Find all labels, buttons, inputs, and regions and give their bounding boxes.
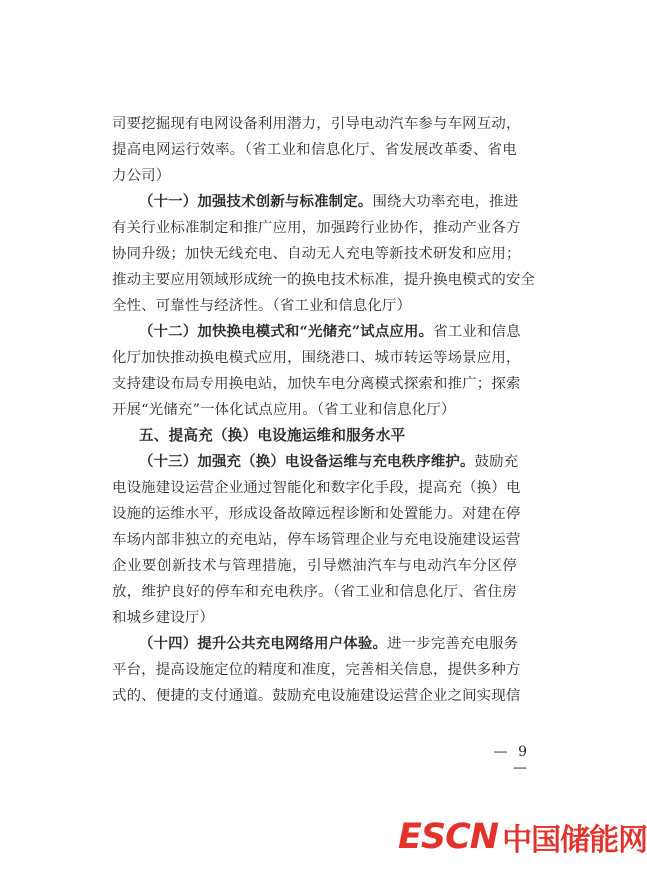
- text-line: 和城乡建设厅）: [112, 610, 215, 626]
- text-line: 协同升级；加快无线充电、自动无人充电等新技术研发和应用；: [112, 246, 521, 262]
- watermark-latin: ESCN: [398, 817, 499, 857]
- paragraph-first-line: [112, 449, 517, 475]
- text-span: 围绕大功率充电，推进: [372, 194, 519, 210]
- text-span: 省工业和信息: [433, 324, 521, 340]
- text-line: 力公司）: [112, 168, 171, 184]
- item-title-11: （十一）加强技术创新与标准制定。: [139, 193, 373, 210]
- item-title-12: （十二）加快换电模式和“光储充”试点应用。: [139, 323, 434, 340]
- text-line: 放，维护良好的停车和充电秩序。（省工业和信息化厅、省住房: [112, 584, 517, 600]
- text-line: 开展“光储充”一体化试点应用。（省工业和信息化厅）: [112, 402, 456, 418]
- text-line: 平台，提高设施定位的精度和准度，完善相关信息，提供多种方: [112, 662, 521, 678]
- text-line: 车场内部非独立的充电站，停车场管理企业与充电设施建设运营: [112, 532, 521, 548]
- paragraph-first-line: [112, 189, 517, 215]
- section-heading-text: 五、提高充（换）电设施运维和服务水平: [139, 427, 406, 444]
- text-span: 进一步完善充电服务: [387, 636, 519, 652]
- section-heading: [112, 423, 517, 449]
- page-number: — 9 —: [493, 744, 530, 776]
- text-line: 支持建设布局专用换电站，加快车电分离模式探索和推广；探索: [112, 376, 521, 392]
- item-title-13: （十三）加强充（换）电设备运维与充电秩序维护。: [139, 453, 475, 470]
- item-title-14: （十四）提升公共充电网络用户体验。: [139, 635, 388, 652]
- text-line: 式的、便捷的支付通道。鼓励充电设施建设运营企业之间实现信: [112, 688, 521, 704]
- paragraph-first-line: [112, 631, 517, 657]
- text-line: 有关行业标准制定和推广应用，加强跨行业协作，推动产业各方: [112, 220, 521, 236]
- text-line: 司要挖掘现有电网设备利用潜力，引导电动汽车参与车网互动，: [112, 116, 521, 132]
- text-line: 电设施建设运营企业通过智能化和数字化手段，提高充（换）电: [112, 480, 521, 496]
- watermark-chinese: 中国储能网: [502, 823, 647, 858]
- text-line: 企业要创新技术与管理措施，引导燃油汽车与电动汽车分区停: [112, 558, 517, 574]
- document-body: [112, 111, 536, 709]
- paragraph-first-line: [112, 319, 521, 345]
- text-span: 鼓励充: [474, 454, 519, 470]
- text-line: 推动主要应用领域形成统一的换电技术标准，提升换电模式的安全: [112, 272, 536, 288]
- text-line: 提高电网运行效率。（省工业和信息化厅、省发展改革委、省电: [112, 142, 517, 158]
- escn-logo-watermark: [398, 815, 647, 859]
- text-line: 化厅加快推动换电模式应用，围绕港口、城市转运等场景应用，: [112, 350, 521, 366]
- text-line: 设施的运维水平，形成设备故障远程诊断和处置能力。对建在停: [112, 506, 521, 522]
- text-line: 全性、可靠性与经济性。（省工业和信息化厅）: [112, 298, 412, 314]
